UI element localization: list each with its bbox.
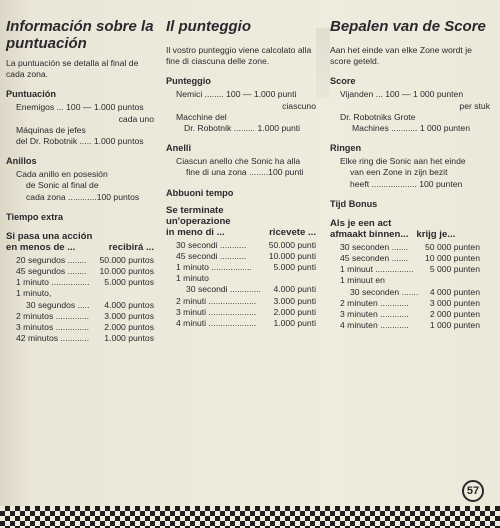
table-row: 2 minuten ............ 3 000 punten	[340, 297, 480, 308]
dutch-bonus-sub-2	[330, 229, 490, 240]
italian-abbuoni-sub-3	[166, 227, 316, 238]
table-row: 4 minuten ............ 1 000 punten	[340, 320, 480, 331]
dutch-column	[330, 18, 490, 331]
dutch-ringen-line-1: Elke ring die Sonic aan het einde	[340, 156, 466, 167]
checkered-border	[0, 506, 500, 528]
spanish-intro: La puntuación se detalla al final de cada zona.	[6, 58, 139, 80]
dutch-vijanden-note: per stuk	[459, 100, 490, 111]
italian-macchine-line-1: Macchine del	[176, 111, 227, 122]
table-row: 1 minuto,	[16, 288, 52, 299]
spanish-tiempo-heading: Tiempo extra	[6, 211, 64, 222]
dutch-title: Bepalen van de Score	[330, 18, 486, 35]
italian-anelli-line-1: Ciascun anello che Sonic ha alla	[176, 156, 301, 167]
spanish-title-line-1: Información sobre la	[6, 18, 154, 35]
italian-abbuoni-sub-3-right: ricevete ...	[269, 226, 316, 238]
dutch-ringen-line-2: van een Zone in zijn bezit	[350, 167, 448, 178]
dutch-ringen-line-3: heeft ................... 100 punten	[350, 178, 463, 189]
dutch-bonus-sub-1: Als je een act	[330, 217, 392, 229]
italian-macchine-line-2: Dr. Robotnik ......... 1.000 punti	[184, 123, 301, 134]
spanish-anillos-line-2: de Sonic al final de	[26, 180, 99, 191]
table-row: 3 minuten ............ 2 000 punten	[340, 309, 480, 320]
dutch-machines-line-1: Dr. Robotniks Grote	[340, 111, 416, 122]
dutch-intro: Aan het einde van elke Zone wordt je score geteld.	[330, 45, 472, 67]
spanish-enemigos-line: Enemigos ... 100 — 1.000 puntos	[16, 102, 144, 113]
table-row: 3 minutos .............. 2.000 puntos	[16, 322, 154, 333]
italian-abbuoni-table	[166, 240, 316, 330]
spanish-anillos-line-1: Cada anillo en posesión	[16, 169, 108, 180]
spanish-anillos-heading: Anillos	[6, 156, 37, 167]
table-row: 4 minuti .................... 1.000 punti	[176, 318, 316, 329]
table-row: 30 seconden ....... 50 000 punten	[340, 241, 480, 252]
italian-title: Il punteggio	[166, 18, 251, 35]
table-row: 2 minutos .............. 3.000 puntos	[16, 310, 154, 321]
dutch-score-heading: Score	[330, 76, 356, 87]
bleed-through-shadow	[316, 28, 330, 98]
spanish-title-line-2: puntuación	[6, 35, 87, 52]
spanish-jefes-line-1: Máquinas de jefes	[16, 124, 86, 135]
spanish-enemigos-note: cada uno	[118, 113, 154, 124]
dutch-vijanden-line: Vijanden ... 100 — 1 000 punten	[340, 89, 464, 100]
page-number: 57	[462, 480, 484, 502]
dutch-bonus-table	[330, 242, 480, 332]
table-row: 30 secondi ........... 50.000 punti	[176, 239, 316, 250]
spanish-anillos-line-3: cada zona ............100 puntos	[26, 191, 140, 202]
italian-nemici-note: ciascuno	[282, 100, 316, 111]
dutch-ringen-heading: Ringen	[330, 143, 362, 154]
italian-abbuoni-sub-2: un'operazione	[166, 215, 231, 227]
table-row: 1 minuut ................ 5 000 punten	[340, 264, 480, 275]
spanish-tiempo-sub-2	[6, 242, 154, 253]
spanish-puntuacion-heading: Puntuación	[6, 89, 57, 100]
spanish-title	[6, 18, 154, 52]
spanish-tiempo-sub-1: Si pasa una acción	[6, 230, 93, 242]
table-row: 1 minuto ................ 5.000 puntos	[16, 277, 154, 288]
italian-anelli-heading: Anelli	[166, 143, 192, 154]
table-row: 30 seconden ....... 4 000 punten	[350, 286, 480, 297]
table-row: 20 segundos ........ 50.000 puntos	[16, 254, 154, 265]
dutch-bonus-sub-2-left: afmaakt binnen...	[330, 228, 409, 240]
spanish-tiempo-table	[6, 255, 154, 345]
italian-anelli-line-2: fine di una zona ........100 punti	[186, 167, 304, 178]
spanish-column	[6, 18, 154, 344]
table-row: 45 secondi ........... 10.000 punti	[176, 250, 316, 261]
spanish-tiempo-sub-2-left: en menos de ...	[6, 241, 76, 253]
italian-intro: Il vostro punteggio viene calcolato alla fine di ciascuna delle zone.	[166, 45, 312, 67]
dutch-bonus-sub-2-right: krijg je...	[416, 228, 456, 240]
italian-abbuoni-sub-3-left: in meno di ...	[166, 226, 225, 238]
table-row: 30 segundos ..... 4.000 puntos	[26, 299, 154, 310]
table-row: 45 seconden ....... 10 000 punten	[340, 253, 480, 264]
table-row: 2 minuti .................... 3.000 punti	[176, 295, 316, 306]
table-row: 42 minutos ............ 1.000 puntos	[16, 333, 154, 344]
spanish-jefes-line-2: del Dr. Robotnik ..... 1.000 puntos	[16, 136, 144, 147]
italian-abbuoni-sub-1: Se terminate	[166, 204, 224, 216]
italian-punteggio-heading: Punteggio	[166, 76, 211, 87]
dutch-bonus-heading: Tijd Bonus	[330, 198, 378, 209]
table-row: 1 minuut en	[340, 275, 385, 286]
italian-abbuoni-heading: Abbuoni tempo	[166, 187, 234, 198]
table-row: 1 minuto ................. 5.000 punti	[176, 262, 316, 273]
table-row: 1 minuto	[176, 273, 209, 284]
table-row: 30 secondi ............. 4.000 punti	[186, 284, 316, 295]
spanish-tiempo-sub-2-right: recibirá ...	[108, 241, 154, 253]
italian-column	[166, 18, 316, 329]
italian-nemici-line: Nemici ........ 100 — 1.000 punti	[176, 89, 297, 100]
table-row: 3 minuti .................... 2.000 punti	[176, 306, 316, 317]
table-row: 45 segundos ........ 10.000 puntos	[16, 266, 154, 277]
dutch-machines-line-2: Machines ........... 1 000 punten	[352, 123, 470, 134]
